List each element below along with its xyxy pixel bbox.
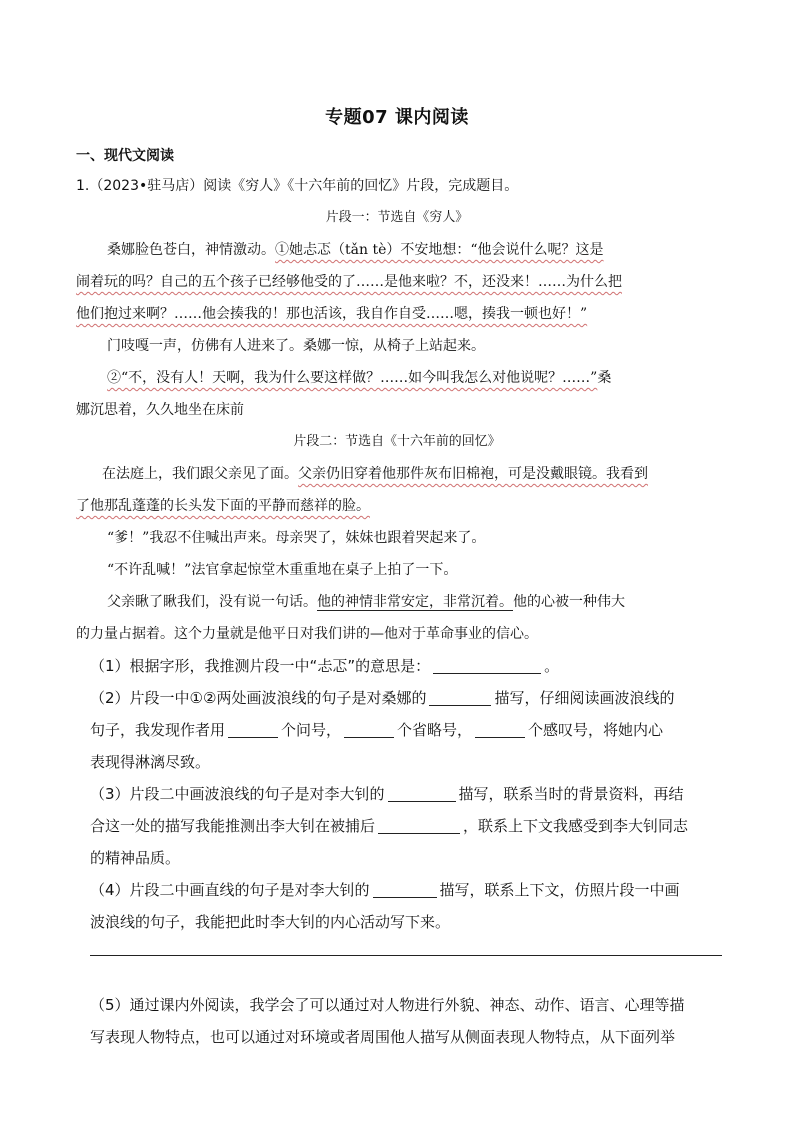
question-4-text-b: 描写，联系上下文，仿照片段一中画 <box>439 881 680 899</box>
answer-blank-2a[interactable] <box>429 691 491 706</box>
passage2-heading: 片段二：节选自《十六年前的回忆》 <box>293 434 501 449</box>
passage1-wavy-sentence-1: ①她忐忑（tǎn tè）不安地想：“他会说什么呢？这是 <box>275 242 604 258</box>
passage1-para1-line3: 他们抱过来啊？……他会揍我的！那也活该，我自作自受……嗯，揍我一顿也好！” <box>76 306 588 322</box>
question-3-line3: 的精神品质。 <box>90 849 181 867</box>
question-2-text-c: 句子，我发现作者用 <box>90 721 226 739</box>
question-1-text: （1）根据字形，我推测片段一中“忐忑”的意思是： <box>90 657 431 675</box>
passage2-para1-line1 <box>102 464 648 484</box>
question-1 <box>90 656 559 676</box>
question-5-line2: 写表现人物特点，也可以通过对环境或者周围他人描写从侧面表现人物特点，从下面列举 <box>90 1028 676 1046</box>
passage1-para3-line1 <box>107 368 611 388</box>
question-2-text-f: 个感叹号，将她内心 <box>528 721 664 739</box>
answer-blank-4[interactable] <box>373 883 437 898</box>
question-3-text-b: 描写，联系当时的背景资料，再结 <box>458 785 684 803</box>
answer-blank-3a[interactable] <box>388 787 456 802</box>
passage2-para2: “爹！”我忍不住喊出声来。母亲哭了，妹妹也跟着哭起来了。 <box>107 530 486 546</box>
question-4-line2: 波浪线的句子，我能把此时李大钊的内心活动写下来。 <box>90 913 451 931</box>
passage2-straight-sentence: 他的神情非常安定，非常沉着。 <box>317 594 513 610</box>
question-3-line2 <box>90 816 688 836</box>
question-3-text-c: 合这一处的描写我能推测出李大钊在被捕后 <box>90 817 376 835</box>
question-5-line1: （5）通过课内外阅读，我学会了可以通过对人物进行外貌、神态、动作、语言、心理等描 <box>90 996 685 1014</box>
answer-blank-1[interactable] <box>433 659 541 674</box>
page-title: 专题07 课内阅读 <box>325 107 469 128</box>
passage2-para3: “不许乱喊！”法官拿起惊堂木重重地在桌子上拍了一下。 <box>107 562 458 578</box>
answer-blank-2c[interactable] <box>344 723 394 738</box>
question-3-line1 <box>90 784 684 804</box>
passage1-heading: 片段一：节选自《穷人》 <box>325 210 469 225</box>
answer-blank-2b[interactable] <box>228 723 278 738</box>
passage1-para3-tail: 桑 <box>597 370 612 386</box>
passage2-para1-plain: 在法庭上，我们跟父亲见了面。 <box>102 466 298 482</box>
passage2-para4-line1 <box>107 592 625 612</box>
answer-line-4[interactable] <box>90 955 722 956</box>
passage1-wavy-sentence-2: ②“不，没有人！天啊，我为什么要这样做？……如今叫我怎么对他说呢？……” <box>107 370 598 386</box>
question-4-line1 <box>90 880 680 900</box>
answer-blank-3b[interactable] <box>378 819 460 834</box>
passage1-para1-plain: 桑娜脸色苍白，神情激动。 <box>107 242 275 258</box>
question-3-text-a: （3）片段二中画波浪线的句子是对李大钊的 <box>90 785 385 803</box>
section-title: 一、现代文阅读 <box>76 148 174 164</box>
passage2-para4-plain: 父亲瞅了瞅我们，没有说一句话。 <box>107 594 317 610</box>
passage2-para4-line2: 的力量占据着。这个力量就是他平日对我们讲的—他对于革命事业的信心。 <box>76 626 538 642</box>
question-3-text-d: ，联系上下文我感受到李大钊同志 <box>463 817 689 835</box>
question-2-text-e: 个省略号， <box>397 721 473 739</box>
question-2-text-a: （2）片段一中①②两处画波浪线的句子是对桑娜的 <box>90 689 427 707</box>
passage2-para4-tail: 他的心被一种伟大 <box>513 594 625 610</box>
question-2-line3: 表现得淋漓尽致。 <box>90 753 211 771</box>
passage1-para2: 门吱嘎一声，仿佛有人进来了。桑娜一惊，从椅子上站起来。 <box>107 338 485 354</box>
question-2-text-d: 个问号， <box>281 721 342 739</box>
question-stem: 1.（2023•驻马店）阅读《穷人》《十六年前的回忆》片段，完成题目。 <box>76 178 519 194</box>
passage1-para1-line1 <box>107 240 604 260</box>
question-4-text-a: （4）片段二中画直线的句子是对李大钊的 <box>90 881 370 899</box>
question-2-line1 <box>90 688 674 708</box>
question-2-line2 <box>90 720 663 740</box>
answer-blank-2d[interactable] <box>475 723 525 738</box>
passage2-para1-line2: 了他那乱蓬蓬的长头发下面的平静而慈祥的脸。 <box>76 498 370 514</box>
passage1-para1-line2: 闹着玩的吗？自己的五个孩子已经够他受的了……是他来啦？不，还没来！……为什么把 <box>76 274 622 290</box>
passage2-wavy-sentence: 父亲仍旧穿着他那件灰布旧棉袍，可是没戴眼镜。我看到 <box>298 466 648 482</box>
question-2-text-b: 描写，仔细阅读画波浪线的 <box>494 689 675 707</box>
passage1-para3-line2: 娜沉思着，久久地坐在床前 <box>76 402 244 418</box>
question-1-end: 。 <box>544 657 560 675</box>
